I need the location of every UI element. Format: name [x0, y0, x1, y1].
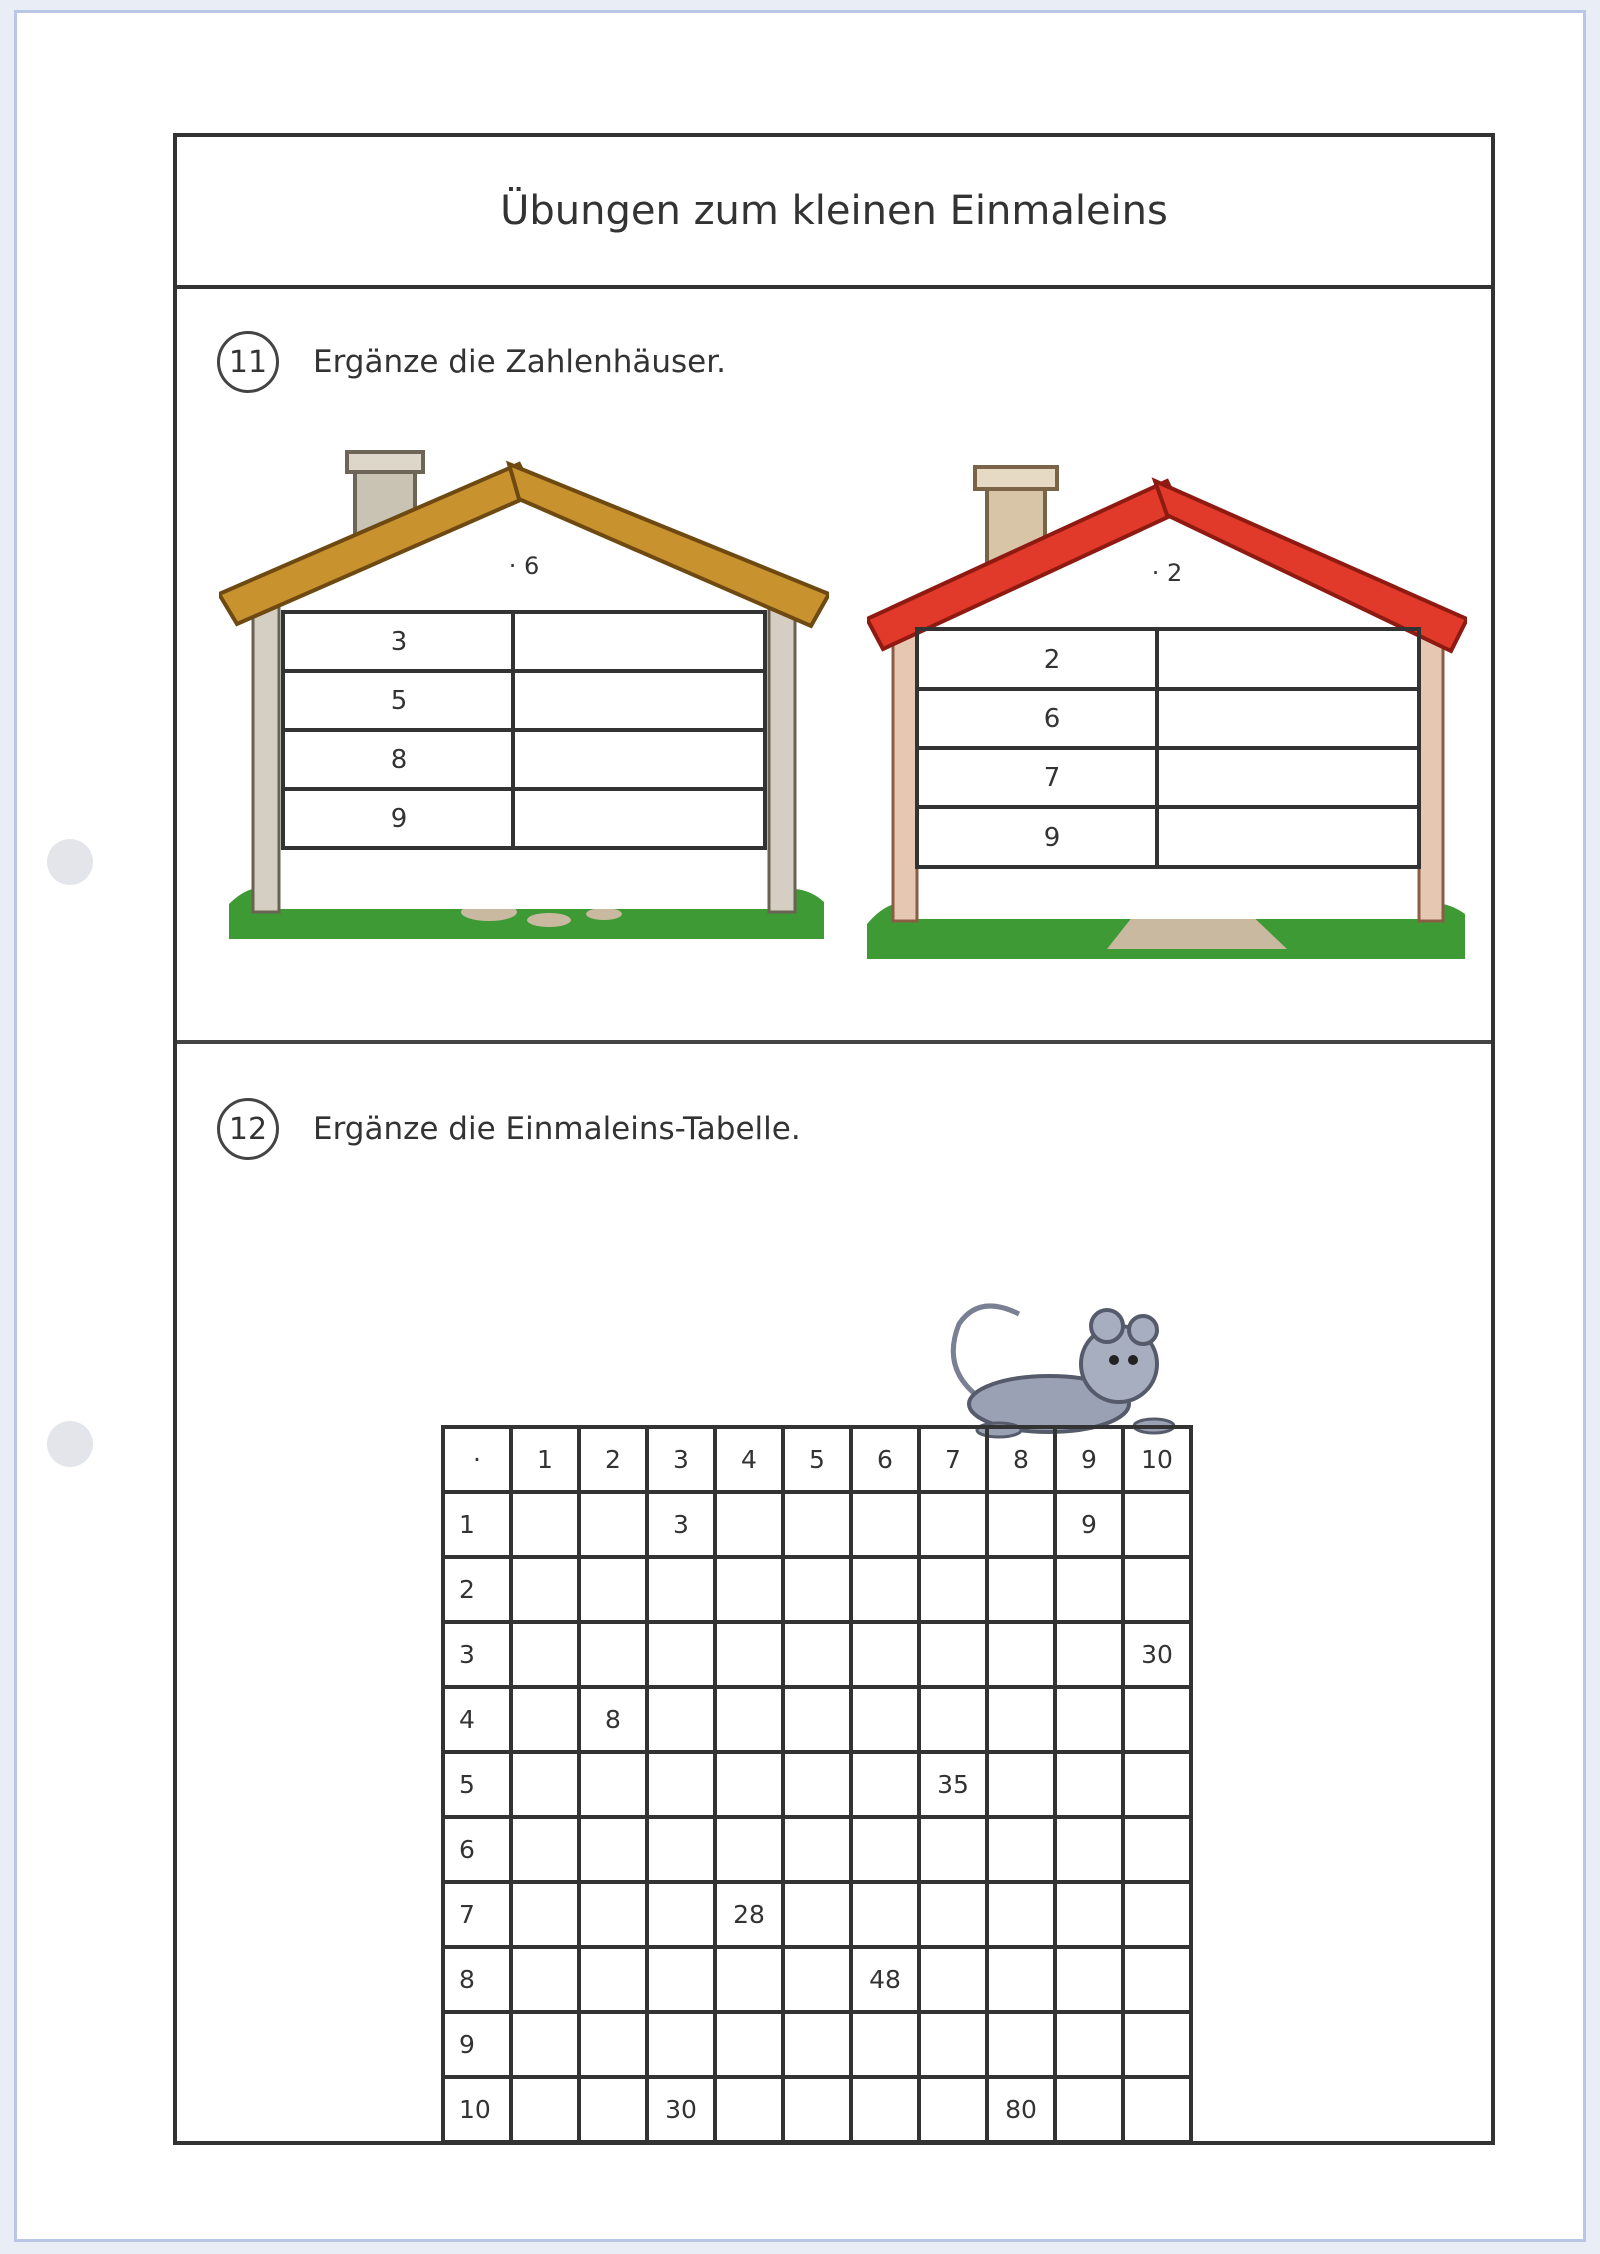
table-row-header: 6 — [443, 1817, 511, 1882]
table-row-header: 9 — [443, 2012, 511, 2077]
table-column-header: 1 — [511, 1427, 579, 1492]
table-cell[interactable] — [851, 1817, 919, 1882]
table-column-header: 6 — [851, 1427, 919, 1492]
house-wall — [259, 594, 794, 909]
table-cell[interactable] — [1055, 1557, 1123, 1622]
mouse-ear — [1129, 1316, 1157, 1344]
table-cell[interactable] — [919, 1687, 987, 1752]
task-12-section — [177, 1044, 1491, 2141]
table-row-header: 2 — [443, 1557, 511, 1622]
table-cell[interactable] — [647, 1622, 715, 1687]
post-left — [893, 609, 917, 921]
table-cell[interactable] — [715, 2077, 783, 2142]
table-cell[interactable] — [1055, 2012, 1123, 2077]
table-cell[interactable] — [851, 1492, 919, 1557]
table-cell[interactable] — [511, 1752, 579, 1817]
table-row-header: 5 — [443, 1752, 511, 1817]
table-cell[interactable]: 28 — [715, 1882, 783, 1947]
worksheet-frame — [173, 133, 1495, 2145]
table-cell[interactable] — [579, 1882, 647, 1947]
table-cell[interactable] — [987, 1557, 1055, 1622]
mouse-illustration — [929, 1294, 1189, 1439]
table-cell[interactable] — [919, 1882, 987, 1947]
table-cell[interactable] — [647, 1817, 715, 1882]
punch-hole-bottom — [47, 1421, 93, 1467]
table-cell[interactable] — [647, 1947, 715, 2012]
number-house-left — [219, 444, 829, 944]
table-cell[interactable] — [511, 1817, 579, 1882]
table-cell[interactable] — [647, 1687, 715, 1752]
table-row — [443, 1947, 1191, 2012]
table-cell[interactable] — [987, 2012, 1055, 2077]
table-row — [443, 1492, 1191, 1557]
table-row-header: 1 — [443, 1492, 511, 1557]
table-row-header: 3 — [443, 1622, 511, 1687]
table-cell[interactable] — [851, 2077, 919, 2142]
table-cell[interactable] — [1055, 1882, 1123, 1947]
table-cell[interactable] — [919, 1947, 987, 2012]
table-cell[interactable] — [647, 2012, 715, 2077]
mouse-eye — [1109, 1355, 1119, 1365]
table-row-header: 10 — [443, 2077, 511, 2142]
stone — [586, 908, 622, 920]
table-cell[interactable] — [783, 1817, 851, 1882]
table-cell[interactable] — [1123, 1492, 1191, 1557]
table-cell[interactable] — [1055, 1687, 1123, 1752]
table-cell[interactable] — [715, 1817, 783, 1882]
table-cell[interactable]: 9 — [1055, 1492, 1123, 1557]
table-cell[interactable] — [987, 1752, 1055, 1817]
table-cell[interactable] — [1055, 1817, 1123, 1882]
table-row — [443, 1882, 1191, 1947]
task-12-number: 12 — [217, 1098, 279, 1160]
table-cell[interactable] — [783, 1882, 851, 1947]
house-wall — [897, 609, 1442, 919]
table-cell[interactable] — [783, 1557, 851, 1622]
task-12-header — [217, 1098, 801, 1160]
chimney-top — [975, 467, 1057, 489]
table-cell[interactable] — [579, 1817, 647, 1882]
table-cell[interactable] — [987, 1687, 1055, 1752]
table-row — [443, 1687, 1191, 1752]
table-column-header: 5 — [783, 1427, 851, 1492]
table-cell[interactable] — [511, 1687, 579, 1752]
table-column-header: 3 — [647, 1427, 715, 1492]
table-cell[interactable] — [1055, 1947, 1123, 2012]
table-row — [443, 1752, 1191, 1817]
table-row — [443, 2012, 1191, 2077]
table-cell[interactable] — [715, 1557, 783, 1622]
number-house-right — [867, 459, 1467, 959]
table-column-header: 10 — [1123, 1427, 1191, 1492]
table-cell[interactable] — [579, 1492, 647, 1557]
task-11-section — [177, 289, 1491, 1044]
table-cell[interactable] — [511, 1557, 579, 1622]
table-row — [443, 1622, 1191, 1687]
table-cell[interactable] — [579, 2077, 647, 2142]
multiplication-table — [441, 1425, 1193, 2144]
task-11-number: 11 — [217, 331, 279, 393]
table-cell[interactable] — [783, 1947, 851, 2012]
table-cell[interactable] — [1123, 1817, 1191, 1882]
table-cell[interactable] — [1123, 1557, 1191, 1622]
table-cell[interactable]: 48 — [851, 1947, 919, 2012]
table-cell[interactable] — [1123, 1687, 1191, 1752]
table-row — [443, 1817, 1191, 1882]
table-cell[interactable] — [715, 1492, 783, 1557]
table-cell[interactable] — [579, 1752, 647, 1817]
table-cell[interactable] — [579, 1557, 647, 1622]
table-cell[interactable] — [783, 2077, 851, 2142]
table-cell[interactable] — [919, 2012, 987, 2077]
table-cell[interactable] — [1055, 2077, 1123, 2142]
table-cell[interactable] — [1123, 1882, 1191, 1947]
house-left-row-value: 5 — [390, 686, 408, 716]
table-cell[interactable] — [851, 1622, 919, 1687]
house-left-row-value: 9 — [390, 804, 408, 834]
mouse-eye — [1128, 1355, 1138, 1365]
house-left-row-value: 8 — [390, 745, 408, 775]
table-cell[interactable] — [987, 1882, 1055, 1947]
table-cell[interactable] — [783, 1752, 851, 1817]
table-cell[interactable] — [647, 1752, 715, 1817]
table-cell[interactable] — [987, 1492, 1055, 1557]
punch-hole-top — [47, 839, 93, 885]
worksheet-title: Übungen zum kleinen Einmaleins — [177, 137, 1491, 289]
table-cell[interactable] — [715, 1622, 783, 1687]
table-column-header: 4 — [715, 1427, 783, 1492]
table-cell[interactable] — [987, 1817, 1055, 1882]
table-cell[interactable] — [511, 2077, 579, 2142]
table-cell[interactable] — [647, 1557, 715, 1622]
table-cell[interactable] — [579, 1947, 647, 2012]
table-cell[interactable]: 3 — [647, 1492, 715, 1557]
table-cell[interactable] — [511, 1882, 579, 1947]
table-cell[interactable] — [1123, 2012, 1191, 2077]
table-cell[interactable]: 35 — [919, 1752, 987, 1817]
table-header-row — [443, 1427, 1191, 1492]
table-cell[interactable] — [1123, 1752, 1191, 1817]
table-row — [443, 1557, 1191, 1622]
table-cell[interactable] — [919, 1817, 987, 1882]
task-12-instruction: Ergänze die Einmaleins-Tabelle. — [313, 1111, 801, 1147]
table-cell[interactable] — [919, 1492, 987, 1557]
table-row-header: 8 — [443, 1947, 511, 2012]
stone — [527, 913, 571, 927]
table-cell[interactable] — [511, 1622, 579, 1687]
task-11-instruction: Ergänze die Zahlenhäuser. — [313, 344, 727, 380]
table-cell[interactable] — [987, 1622, 1055, 1687]
table-cell[interactable] — [987, 1947, 1055, 2012]
table-cell[interactable] — [851, 1882, 919, 1947]
table-row — [443, 2077, 1191, 2142]
table-cell[interactable]: 8 — [579, 1687, 647, 1752]
house-left-row-value: 3 — [390, 627, 408, 657]
post-right — [769, 594, 795, 912]
table-cell[interactable] — [919, 2077, 987, 2142]
table-row-header: 7 — [443, 1882, 511, 1947]
table-column-header: 7 — [919, 1427, 987, 1492]
table-cell[interactable] — [919, 1557, 987, 1622]
table-cell[interactable]: 30 — [647, 2077, 715, 2142]
table-cell[interactable] — [783, 1492, 851, 1557]
table-cell[interactable] — [783, 2012, 851, 2077]
worksheet-page — [14, 10, 1586, 2242]
table-cell[interactable] — [1123, 2077, 1191, 2142]
table-cell[interactable] — [715, 1752, 783, 1817]
table-cell[interactable]: 30 — [1123, 1622, 1191, 1687]
post-left — [253, 594, 279, 912]
table-cell[interactable] — [851, 1557, 919, 1622]
house-right-row-value: 7 — [1043, 763, 1061, 793]
table-cell[interactable] — [851, 1752, 919, 1817]
table-cell[interactable] — [715, 1687, 783, 1752]
table-row-header: 4 — [443, 1687, 511, 1752]
house-left-operator: · 6 — [508, 552, 540, 580]
house-right-row-value: 6 — [1043, 704, 1061, 734]
table-cell[interactable] — [715, 2012, 783, 2077]
table-cell[interactable] — [1055, 1622, 1123, 1687]
table-cell[interactable] — [851, 1687, 919, 1752]
table-cell[interactable] — [919, 1622, 987, 1687]
task-11-header — [217, 331, 726, 393]
house-right-operator: · 2 — [1151, 559, 1183, 587]
table-cell[interactable] — [579, 1622, 647, 1687]
table-column-header: 2 — [579, 1427, 647, 1492]
table-cell[interactable] — [511, 1947, 579, 2012]
table-cell[interactable] — [1123, 1947, 1191, 2012]
table-corner-operator: · — [443, 1427, 511, 1492]
table-cell[interactable] — [783, 1687, 851, 1752]
table-cell[interactable] — [579, 2012, 647, 2077]
table-cell[interactable]: 80 — [987, 2077, 1055, 2142]
table-cell[interactable] — [851, 2012, 919, 2077]
house-right-row-value: 9 — [1043, 823, 1061, 853]
table-cell[interactable] — [1055, 1752, 1123, 1817]
table-cell[interactable] — [647, 1882, 715, 1947]
chimney-top — [347, 452, 423, 472]
table-cell[interactable] — [511, 2012, 579, 2077]
house-right-row-value: 2 — [1043, 645, 1061, 675]
table-column-header: 9 — [1055, 1427, 1123, 1492]
table-cell[interactable] — [715, 1947, 783, 2012]
mouse-ear — [1091, 1310, 1123, 1342]
post-right — [1419, 609, 1443, 921]
table-cell[interactable] — [783, 1622, 851, 1687]
table-column-header: 8 — [987, 1427, 1055, 1492]
table-cell[interactable] — [511, 1492, 579, 1557]
